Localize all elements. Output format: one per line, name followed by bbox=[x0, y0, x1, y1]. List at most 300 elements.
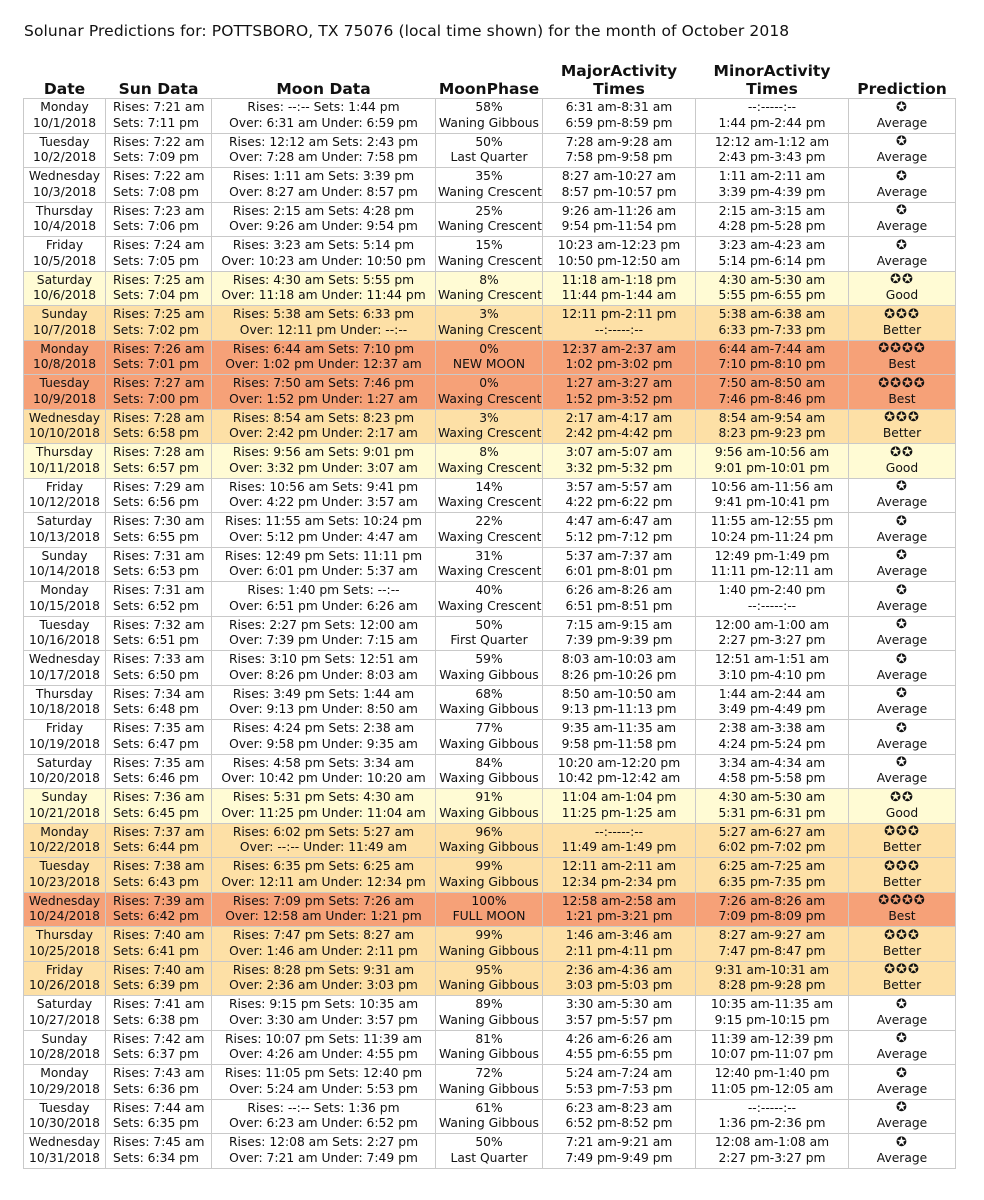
prediction-cell bbox=[849, 340, 956, 375]
prediction-cell bbox=[849, 547, 956, 582]
minor-time-2: 2:27 pm-3:27 pm bbox=[718, 1150, 826, 1165]
moon-phase-cell bbox=[436, 1134, 543, 1169]
minor-activity-cell bbox=[696, 1099, 849, 1134]
moon-over-under: Over: 12:11 am Under: 12:34 pm bbox=[221, 874, 426, 889]
rating-star-icons: ✪ bbox=[896, 1031, 908, 1047]
major-time-1: 12:37 am-2:37 am bbox=[561, 341, 677, 356]
rating-star-icons: ✪ bbox=[896, 1065, 908, 1081]
sun-data-cell bbox=[106, 375, 212, 410]
weekday: Thursday bbox=[35, 928, 94, 943]
major-time-1: 12:11 am-2:11 am bbox=[561, 859, 677, 874]
prediction-cell bbox=[849, 306, 956, 341]
moon-data-cell bbox=[212, 651, 436, 686]
phase-name: Waxing Crescent bbox=[438, 426, 542, 441]
phase-name: Waning Gibbous bbox=[439, 1047, 539, 1062]
moon-over-under: Over: 6:01 pm Under: 5:37 am bbox=[229, 564, 418, 579]
minor-time-2: 11:05 pm-12:05 am bbox=[710, 1081, 834, 1096]
phase-name: Waning Crescent bbox=[438, 184, 542, 199]
minor-time-1: 12:51 am-1:51 am bbox=[714, 652, 830, 667]
weekday: Saturday bbox=[36, 514, 93, 529]
rating-star-icons: ✪✪✪✪ bbox=[878, 375, 926, 391]
header-major-activity: MajorActivity Times bbox=[560, 62, 678, 98]
major-time-1: 11:18 am-1:18 pm bbox=[561, 272, 677, 287]
sunrise: Rises: 7:39 am bbox=[113, 893, 205, 908]
minor-time-1: --:-----:-- bbox=[747, 1100, 797, 1115]
sunrise: Rises: 7:38 am bbox=[113, 859, 205, 874]
illumination-percent: 91% bbox=[475, 790, 503, 805]
table-row bbox=[24, 1030, 956, 1065]
date-cell bbox=[24, 927, 106, 962]
moon-rise-set: Rises: 12:49 pm Sets: 11:11 pm bbox=[224, 548, 423, 563]
prediction-label: Average bbox=[876, 1116, 928, 1131]
moon-data-cell bbox=[212, 823, 436, 858]
prediction-cell bbox=[849, 99, 956, 134]
illumination-percent: 77% bbox=[475, 721, 503, 736]
sunrise: Rises: 7:25 am bbox=[113, 272, 205, 287]
moon-rise-set: Rises: 5:31 pm Sets: 4:30 am bbox=[232, 790, 415, 805]
date-cell bbox=[24, 996, 106, 1031]
moon-over-under: Over: 6:31 am Under: 6:59 pm bbox=[229, 115, 418, 130]
phase-name: Waxing Gibbous bbox=[439, 805, 539, 820]
sun-data-cell bbox=[106, 444, 212, 479]
moon-data-cell bbox=[212, 1065, 436, 1100]
table-row bbox=[24, 547, 956, 582]
moon-data-cell bbox=[212, 513, 436, 548]
moon-over-under: Over: 3:30 am Under: 3:57 pm bbox=[229, 1012, 418, 1027]
major-time-1: 3:30 am-5:30 am bbox=[565, 997, 673, 1012]
minor-time-2: 4:58 pm-5:58 pm bbox=[718, 771, 826, 786]
minor-time-2: 5:31 pm-6:31 pm bbox=[718, 805, 826, 820]
sun-data-cell bbox=[106, 99, 212, 134]
moon-over-under: Over: 7:39 pm Under: 7:15 am bbox=[229, 633, 418, 648]
table-row bbox=[24, 927, 956, 962]
moon-rise-set: Rises: 4:30 am Sets: 5:55 pm bbox=[232, 272, 415, 287]
major-time-1: 4:47 am-6:47 am bbox=[565, 514, 673, 529]
table-row bbox=[24, 651, 956, 686]
major-activity-cell bbox=[543, 651, 696, 686]
minor-activity-cell bbox=[696, 409, 849, 444]
moon-rise-set: Rises: 3:10 pm Sets: 12:51 am bbox=[228, 652, 419, 667]
minor-time-1: 11:39 am-12:39 pm bbox=[710, 1031, 834, 1046]
moon-rise-set: Rises: 5:38 am Sets: 6:33 pm bbox=[232, 307, 415, 322]
sunrise: Rises: 7:25 am bbox=[113, 307, 205, 322]
moon-data-cell bbox=[212, 271, 436, 306]
minor-time-2: 3:10 pm-4:10 pm bbox=[718, 667, 826, 682]
sunset: Sets: 6:42 pm bbox=[113, 909, 199, 924]
sunset: Sets: 7:09 pm bbox=[113, 150, 199, 165]
moon-rise-set: Rises: 6:02 pm Sets: 5:27 am bbox=[232, 824, 415, 839]
minor-time-1: 5:38 am-6:38 am bbox=[718, 307, 826, 322]
rating-star-icons: ✪ bbox=[896, 617, 908, 633]
table-row bbox=[24, 996, 956, 1031]
minor-time-2: 7:47 pm-8:47 pm bbox=[718, 943, 826, 958]
weekday: Saturday bbox=[36, 997, 93, 1012]
sunrise: Rises: 7:27 am bbox=[113, 376, 205, 391]
table-row bbox=[24, 823, 956, 858]
moon-over-under: Over: 12:58 am Under: 1:21 pm bbox=[225, 909, 422, 924]
moon-phase-cell bbox=[436, 375, 543, 410]
major-activity-cell bbox=[543, 754, 696, 789]
weekday: Tuesday bbox=[39, 376, 90, 391]
major-time-1: 7:21 am-9:21 am bbox=[565, 1135, 673, 1150]
date: 10/20/2018 bbox=[29, 771, 100, 786]
phase-name: Waxing Gibbous bbox=[439, 771, 539, 786]
major-time-1: 2:17 am-4:17 am bbox=[565, 410, 673, 425]
weekday: Monday bbox=[40, 824, 89, 839]
weekday: Monday bbox=[40, 1066, 89, 1081]
minor-time-1: 1:44 am-2:44 am bbox=[718, 686, 826, 701]
minor-time-2: 1:36 pm-2:36 pm bbox=[718, 1116, 826, 1131]
minor-activity-cell bbox=[696, 202, 849, 237]
sun-data-cell bbox=[106, 168, 212, 203]
major-time-1: 7:28 am-9:28 am bbox=[565, 134, 673, 149]
illumination-percent: 25% bbox=[475, 203, 503, 218]
sun-data-cell bbox=[106, 720, 212, 755]
weekday: Friday bbox=[45, 238, 84, 253]
moon-rise-set: Rises: 2:15 am Sets: 4:28 pm bbox=[232, 203, 415, 218]
date-cell bbox=[24, 133, 106, 168]
table-row bbox=[24, 1134, 956, 1169]
major-activity-cell bbox=[543, 582, 696, 617]
minor-activity-cell bbox=[696, 168, 849, 203]
weekday: Friday bbox=[45, 479, 84, 494]
major-time-2: 6:51 pm-8:51 pm bbox=[565, 598, 673, 613]
sun-data-cell bbox=[106, 478, 212, 513]
moon-data-cell bbox=[212, 1134, 436, 1169]
major-time-1: 5:24 am-7:24 am bbox=[565, 1066, 673, 1081]
prediction-label: Better bbox=[882, 978, 922, 993]
minor-time-1: 9:56 am-10:56 am bbox=[714, 445, 830, 460]
moon-data-cell bbox=[212, 685, 436, 720]
prediction-cell bbox=[849, 202, 956, 237]
moon-phase-cell bbox=[436, 996, 543, 1031]
date: 10/10/2018 bbox=[29, 426, 100, 441]
minor-activity-cell bbox=[696, 478, 849, 513]
date: 10/18/2018 bbox=[29, 702, 100, 717]
date-cell bbox=[24, 892, 106, 927]
header-sun-data: Sun Data bbox=[118, 80, 199, 98]
major-time-2: 3:03 pm-5:03 pm bbox=[565, 978, 673, 993]
major-time-2: 9:13 pm-11:13 pm bbox=[561, 702, 677, 717]
sun-data-cell bbox=[106, 306, 212, 341]
sunset: Sets: 6:50 pm bbox=[113, 667, 199, 682]
weekday: Saturday bbox=[36, 272, 93, 287]
header-date: Date bbox=[43, 80, 86, 98]
date: 10/6/2018 bbox=[32, 288, 97, 303]
moon-data-cell bbox=[212, 478, 436, 513]
phase-name: Waxing Gibbous bbox=[439, 874, 539, 889]
table-row bbox=[24, 1065, 956, 1100]
sun-data-cell bbox=[106, 789, 212, 824]
weekday: Wednesday bbox=[28, 1135, 101, 1150]
sunrise: Rises: 7:23 am bbox=[113, 203, 205, 218]
minor-activity-cell bbox=[696, 237, 849, 272]
rating-star-icons: ✪ bbox=[896, 720, 908, 736]
prediction-label: Average bbox=[876, 253, 928, 268]
phase-name: Waning Crescent bbox=[438, 219, 542, 234]
moon-phase-cell bbox=[436, 892, 543, 927]
sunset: Sets: 7:04 pm bbox=[113, 288, 199, 303]
minor-time-1: 12:00 am-1:00 am bbox=[714, 617, 830, 632]
prediction-label: Best bbox=[888, 357, 916, 372]
moon-rise-set: Rises: 6:35 pm Sets: 6:25 am bbox=[232, 859, 415, 874]
rating-star-icons: ✪ bbox=[896, 686, 908, 702]
moon-data-cell bbox=[212, 444, 436, 479]
moon-rise-set: Rises: 7:09 pm Sets: 7:26 am bbox=[232, 893, 415, 908]
prediction-cell bbox=[849, 237, 956, 272]
moon-data-cell bbox=[212, 616, 436, 651]
major-time-1: 9:35 am-11:35 am bbox=[561, 721, 677, 736]
moon-data-cell bbox=[212, 892, 436, 927]
minor-time-2: 4:24 pm-5:24 pm bbox=[718, 736, 826, 751]
phase-name: FULL MOON bbox=[452, 909, 526, 924]
illumination-percent: 89% bbox=[475, 997, 503, 1012]
moon-data-cell bbox=[212, 1099, 436, 1134]
major-time-2: 7:58 pm-9:58 pm bbox=[565, 150, 673, 165]
minor-activity-cell bbox=[696, 961, 849, 996]
moon-data-cell bbox=[212, 168, 436, 203]
header-moon-data: Moon Data bbox=[276, 80, 371, 98]
weekday: Sunday bbox=[41, 307, 88, 322]
prediction-cell bbox=[849, 996, 956, 1031]
weekday: Thursday bbox=[35, 203, 94, 218]
table-row bbox=[24, 789, 956, 824]
date: 10/25/2018 bbox=[29, 943, 100, 958]
prediction-label: Average bbox=[876, 1012, 928, 1027]
prediction-cell bbox=[849, 754, 956, 789]
sun-data-cell bbox=[106, 202, 212, 237]
major-activity-cell bbox=[543, 133, 696, 168]
major-activity-cell bbox=[543, 1099, 696, 1134]
date-cell bbox=[24, 409, 106, 444]
date: 10/27/2018 bbox=[29, 1012, 100, 1027]
rating-star-icons: ✪ bbox=[896, 1100, 908, 1116]
minor-time-2: 5:14 pm-6:14 pm bbox=[718, 253, 826, 268]
major-activity-cell bbox=[543, 547, 696, 582]
prediction-cell bbox=[849, 892, 956, 927]
major-activity-cell bbox=[543, 99, 696, 134]
major-time-1: --:-----:-- bbox=[594, 824, 644, 839]
table-row bbox=[24, 720, 956, 755]
prediction-label: Average bbox=[876, 1150, 928, 1165]
moon-phase-cell bbox=[436, 444, 543, 479]
moon-rise-set: Rises: 1:11 am Sets: 3:39 pm bbox=[232, 169, 415, 184]
major-time-1: 1:27 am-3:27 am bbox=[565, 376, 673, 391]
sun-data-cell bbox=[106, 1030, 212, 1065]
minor-time-2: 7:10 pm-8:10 pm bbox=[718, 357, 826, 372]
minor-time-2: 6:33 pm-7:33 pm bbox=[718, 322, 826, 337]
solunar-table bbox=[23, 60, 956, 1169]
illumination-percent: 50% bbox=[475, 617, 503, 632]
prediction-label: Average bbox=[876, 529, 928, 544]
table-row bbox=[24, 202, 956, 237]
sunrise: Rises: 7:21 am bbox=[113, 100, 205, 115]
rating-star-icons: ✪✪✪ bbox=[884, 858, 920, 874]
weekday: Saturday bbox=[36, 755, 93, 770]
phase-name: Waxing Crescent bbox=[438, 391, 542, 406]
prediction-label: Average bbox=[876, 495, 928, 510]
major-activity-cell bbox=[543, 927, 696, 962]
sunrise: Rises: 7:32 am bbox=[113, 617, 205, 632]
minor-time-2: 3:39 pm-4:39 pm bbox=[718, 184, 826, 199]
sunrise: Rises: 7:40 am bbox=[113, 928, 205, 943]
minor-time-1: 6:44 am-7:44 am bbox=[718, 341, 826, 356]
moon-data-cell bbox=[212, 789, 436, 824]
rating-star-icons: ✪✪✪ bbox=[884, 824, 920, 840]
major-time-2: 5:12 pm-7:12 pm bbox=[565, 529, 673, 544]
sunset: Sets: 7:00 pm bbox=[113, 391, 199, 406]
moon-data-cell bbox=[212, 547, 436, 582]
major-time-2: 11:25 pm-1:25 am bbox=[561, 805, 677, 820]
minor-activity-cell bbox=[696, 892, 849, 927]
prediction-cell bbox=[849, 582, 956, 617]
moon-rise-set: Rises: 10:07 pm Sets: 11:39 am bbox=[225, 1031, 422, 1046]
weekday: Wednesday bbox=[28, 169, 101, 184]
phase-name: NEW MOON bbox=[452, 357, 526, 372]
major-time-2: 4:55 pm-6:55 pm bbox=[565, 1047, 673, 1062]
table-row bbox=[24, 961, 956, 996]
major-activity-cell bbox=[543, 892, 696, 927]
sunset: Sets: 6:44 pm bbox=[113, 840, 199, 855]
major-time-2: 7:49 pm-9:49 pm bbox=[565, 1150, 673, 1165]
rating-star-icons: ✪ bbox=[896, 479, 908, 495]
major-activity-cell bbox=[543, 616, 696, 651]
date: 10/1/2018 bbox=[32, 115, 97, 130]
prediction-label: Average bbox=[876, 598, 928, 613]
date: 10/17/2018 bbox=[29, 667, 100, 682]
date: 10/16/2018 bbox=[29, 633, 100, 648]
moon-phase-cell bbox=[436, 616, 543, 651]
rating-star-icons: ✪✪✪ bbox=[884, 410, 920, 426]
rating-star-icons: ✪✪✪ bbox=[884, 927, 920, 943]
date: 10/24/2018 bbox=[29, 909, 100, 924]
minor-time-1: 9:31 am-10:31 am bbox=[714, 962, 830, 977]
major-activity-cell bbox=[543, 478, 696, 513]
sunset: Sets: 6:53 pm bbox=[113, 564, 199, 579]
minor-time-1: 8:54 am-9:54 am bbox=[718, 410, 826, 425]
minor-time-2: 6:35 pm-7:35 pm bbox=[718, 874, 826, 889]
phase-name: Waxing Crescent bbox=[438, 564, 542, 579]
minor-activity-cell bbox=[696, 1030, 849, 1065]
sun-data-cell bbox=[106, 1065, 212, 1100]
rating-star-icons: ✪ bbox=[896, 203, 908, 219]
illumination-percent: 99% bbox=[475, 859, 503, 874]
sunset: Sets: 7:01 pm bbox=[113, 357, 199, 372]
minor-time-1: 12:40 pm-1:40 pm bbox=[714, 1066, 830, 1081]
date: 10/19/2018 bbox=[29, 736, 100, 751]
moon-over-under: Over: 7:28 am Under: 7:58 pm bbox=[229, 150, 418, 165]
phase-name: Waxing Gibbous bbox=[439, 840, 539, 855]
table-row bbox=[24, 754, 956, 789]
sun-data-cell bbox=[106, 409, 212, 444]
minor-activity-cell bbox=[696, 1134, 849, 1169]
sun-data-cell bbox=[106, 823, 212, 858]
sunset: Sets: 6:56 pm bbox=[113, 495, 199, 510]
major-activity-cell bbox=[543, 1134, 696, 1169]
moon-phase-cell bbox=[436, 168, 543, 203]
minor-activity-cell bbox=[696, 375, 849, 410]
moon-phase-cell bbox=[436, 789, 543, 824]
minor-time-2: 10:07 pm-11:07 pm bbox=[710, 1047, 834, 1062]
sunset: Sets: 6:58 pm bbox=[113, 426, 199, 441]
table-row bbox=[24, 582, 956, 617]
moon-over-under: Over: 1:52 pm Under: 1:27 am bbox=[229, 391, 418, 406]
prediction-label: Average bbox=[876, 564, 928, 579]
minor-activity-cell bbox=[696, 444, 849, 479]
sunrise: Rises: 7:37 am bbox=[113, 824, 205, 839]
date: 10/21/2018 bbox=[29, 805, 100, 820]
major-time-2: 12:34 pm-2:34 pm bbox=[561, 874, 677, 889]
date-cell bbox=[24, 1099, 106, 1134]
weekday: Monday bbox=[40, 341, 89, 356]
major-time-1: 2:36 am-4:36 am bbox=[565, 962, 673, 977]
minor-time-1: 12:12 am-1:12 am bbox=[714, 134, 830, 149]
rating-star-icons: ✪ bbox=[896, 548, 908, 564]
sunset: Sets: 6:38 pm bbox=[113, 1012, 199, 1027]
minor-time-2: 7:46 pm-8:46 pm bbox=[718, 391, 826, 406]
phase-name: Waxing Crescent bbox=[438, 460, 542, 475]
sunrise: Rises: 7:43 am bbox=[113, 1066, 205, 1081]
date: 10/14/2018 bbox=[29, 564, 100, 579]
prediction-cell bbox=[849, 375, 956, 410]
date-cell bbox=[24, 513, 106, 548]
rating-star-icons: ✪ bbox=[896, 996, 908, 1012]
major-time-1: 8:50 am-10:50 am bbox=[561, 686, 677, 701]
prediction-cell bbox=[849, 444, 956, 479]
date-cell bbox=[24, 1134, 106, 1169]
moon-phase-cell bbox=[436, 513, 543, 548]
major-activity-cell bbox=[543, 789, 696, 824]
sunrise: Rises: 7:45 am bbox=[113, 1135, 205, 1150]
moon-rise-set: Rises: 10:56 am Sets: 9:41 pm bbox=[228, 479, 419, 494]
major-time-1: 4:26 am-6:26 am bbox=[565, 1031, 673, 1046]
phase-name: Waning Gibbous bbox=[439, 1081, 539, 1096]
moon-rise-set: Rises: --:-- Sets: 1:44 pm bbox=[247, 100, 400, 115]
sun-data-cell bbox=[106, 1099, 212, 1134]
prediction-cell bbox=[849, 168, 956, 203]
major-time-1: 9:26 am-11:26 am bbox=[561, 203, 677, 218]
major-time-1: 12:11 pm-2:11 pm bbox=[561, 307, 677, 322]
weekday: Thursday bbox=[35, 445, 94, 460]
sunset: Sets: 6:41 pm bbox=[113, 943, 199, 958]
illumination-percent: 3% bbox=[479, 410, 499, 425]
rating-star-icons: ✪ bbox=[896, 237, 908, 253]
minor-time-2: 1:44 pm-2:44 pm bbox=[718, 115, 826, 130]
moon-data-cell bbox=[212, 582, 436, 617]
moon-data-cell bbox=[212, 1030, 436, 1065]
major-activity-cell bbox=[543, 858, 696, 893]
prediction-label: Average bbox=[876, 150, 928, 165]
moon-phase-cell bbox=[436, 99, 543, 134]
moon-data-cell bbox=[212, 237, 436, 272]
minor-time-2: 2:27 pm-3:27 pm bbox=[718, 633, 826, 648]
major-activity-cell bbox=[543, 996, 696, 1031]
prediction-label: Best bbox=[888, 391, 916, 406]
date-cell bbox=[24, 375, 106, 410]
sunrise: Rises: 7:33 am bbox=[113, 652, 205, 667]
date-cell bbox=[24, 651, 106, 686]
date-cell bbox=[24, 168, 106, 203]
major-time-2: --:-----:-- bbox=[594, 322, 644, 337]
major-activity-cell bbox=[543, 202, 696, 237]
major-activity-cell bbox=[543, 271, 696, 306]
major-time-2: 8:57 pm-10:57 pm bbox=[561, 184, 677, 199]
sun-data-cell bbox=[106, 961, 212, 996]
sunrise: Rises: 7:31 am bbox=[113, 548, 205, 563]
sunset: Sets: 6:45 pm bbox=[113, 805, 199, 820]
moon-rise-set: Rises: 9:56 am Sets: 9:01 pm bbox=[232, 445, 415, 460]
header-moon-phase: MoonPhase bbox=[438, 80, 540, 98]
